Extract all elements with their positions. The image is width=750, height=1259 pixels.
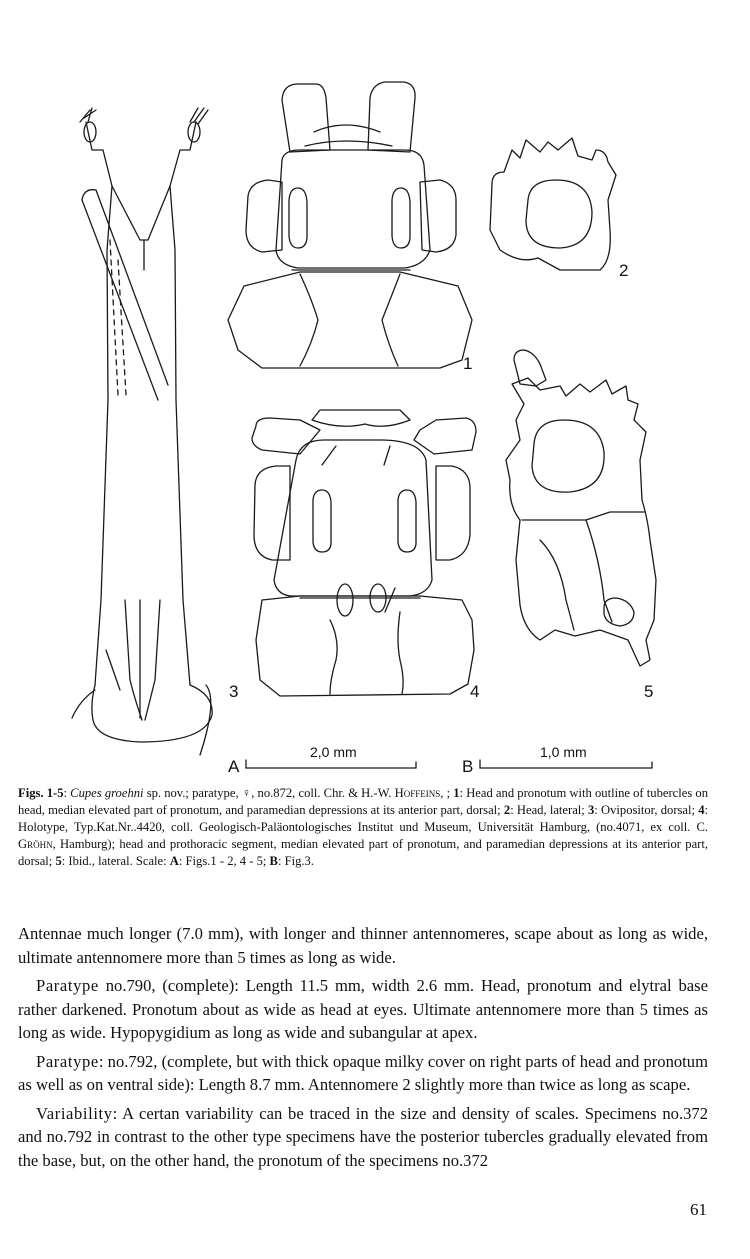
scale-a-letter: A: [228, 757, 240, 776]
caption-part9: : Figs.1 - 2, 4 - 5;: [178, 854, 270, 868]
variability-text: : A certan variability can be traced in the size and density of scales. Specimens no.372 and no.792 in contrast to the other type specimens have the posterior tubercles gradually elevated from the base, but, on the other hand, the pronotum of the specimens no.372: [18, 1103, 708, 1170]
head-pronotum-dorsal-drawing: [228, 82, 472, 368]
paragraph-paratype-792: [18, 1050, 708, 1097]
body-text: [18, 922, 708, 1177]
figure-label-1: 1: [463, 354, 473, 373]
holotype-lateral-drawing: [506, 350, 656, 666]
caption-n3: 3: [588, 803, 595, 817]
figure-label-3: 3: [229, 682, 239, 701]
caption-n2: 2: [503, 803, 511, 817]
ovipositor-drawing: [72, 108, 212, 755]
caption-n1: 1: [453, 786, 460, 800]
page-number: 61: [690, 1200, 707, 1219]
caption-scale-b: B: [269, 854, 278, 868]
figure-label-4: 4: [470, 682, 480, 701]
paratype-792-label: Paratype: [36, 1051, 99, 1071]
paratype-790-label: Paratype: [36, 976, 99, 995]
scale-b-label: 1,0 mm: [540, 744, 587, 760]
caption-species: Cupes groehni: [70, 786, 144, 800]
variability-label: Variability: [36, 1103, 113, 1123]
caption-part2: , ;: [440, 786, 454, 800]
holotype-dorsal-drawing: [252, 410, 476, 696]
scale-bar-b: [480, 760, 652, 768]
paratype-790-text: no.790, (complete): Length 11.5 mm, width 2.6 mm. Head, pronotum and elytral base rather darkened. Pronotum about as wide as head at eyes. Ultimate antennomere more than 5 times as long as wide. Hypopygidium as long as wide and subangular at apex.: [18, 976, 708, 1042]
caption-lead: Figs. 1-5: [18, 786, 64, 800]
paragraph-antennae: Antennae much longer (7.0 mm), with longer and thinner antennomeres, scape about as long as wide, ultimate antennomere more than 5 times as long as wide.: [18, 924, 708, 967]
caption-collector-1: Hoffeins: [394, 786, 441, 800]
caption-part10: : Fig.3.: [277, 854, 314, 868]
caption-part3: : Head and pronotum with outline of tubercles on head, median elevated part of pronotum, and paramedian depressions at its anterior part, dorsal;: [18, 786, 708, 817]
scale-b-letter: B: [462, 757, 474, 776]
scale-a-label: 2,0 mm: [310, 744, 357, 760]
caption-part8: : Ibid., lateral. Scale:: [61, 854, 170, 868]
figure-label-5: 5: [644, 682, 654, 701]
caption-n5: 5: [55, 854, 62, 868]
paragraph-paratype-790: [18, 974, 708, 1045]
paratype-792-text: : no.792, (complete, but with thick opaque milky cover on right parts of head and pronotum as well as on ventral side): Length 8.7 mm. Antennomere 2 slightly more than twice as long as scape.: [18, 1051, 708, 1094]
scale-bar-a: [246, 760, 416, 768]
caption-part6: : Holotype, Typ.Kat.Nr..4420, coll. Geologisch-Paläontologisches Institut und Museum, Universität Hamburg, (no.4071, ex coll. C.: [18, 803, 709, 834]
caption-collector-2: Gröhn: [18, 837, 53, 851]
caption-scale-a: A: [169, 854, 179, 868]
caption-part7: , Hamburg); head and prothoracic segment, median elevated part of pronotum, and paramedian depressions at its anterior part, dorsal;: [18, 837, 708, 868]
caption-part5: : Ovipositor, dorsal;: [594, 803, 699, 817]
paragraph-variability: [18, 1102, 708, 1173]
figure-caption: Figs. 1-5: Cupes groehni sp. nov.; paratype, ♀, no.872, coll. Chr. & H.-W. Hoffeins, ; 1: Head and pronotum with outline of tubercles on head, median elevated part of pronotum, and paramedian depressions at its anterior part, dorsal; 2: Head, lateral; 3: Ovipositor, dorsal; 4: Holotype, Typ.Kat.Nr..4420, coll. Geologisch-Paläontologisches Institut und Museum, Universität Hamburg, (no.4071, ex coll. C. Gröhn, Hamburg); head and prothoracic segment, median elevated part of pronotum, and paramedian depressions at its anterior part, dorsal; 5: Ibid., lateral. Scale: A: Figs.1 - 2, 4 - 5; B: Fig.3.: [18, 786, 709, 868]
head-lateral-drawing: [490, 138, 616, 270]
figure-label-2: 2: [619, 261, 629, 280]
caption-part1: sp. nov.; paratype, ♀, no.872, coll. Chr. & H.-W.: [143, 786, 395, 800]
caption-n4: 4: [698, 803, 705, 817]
caption-part4: : Head, lateral;: [510, 803, 588, 817]
